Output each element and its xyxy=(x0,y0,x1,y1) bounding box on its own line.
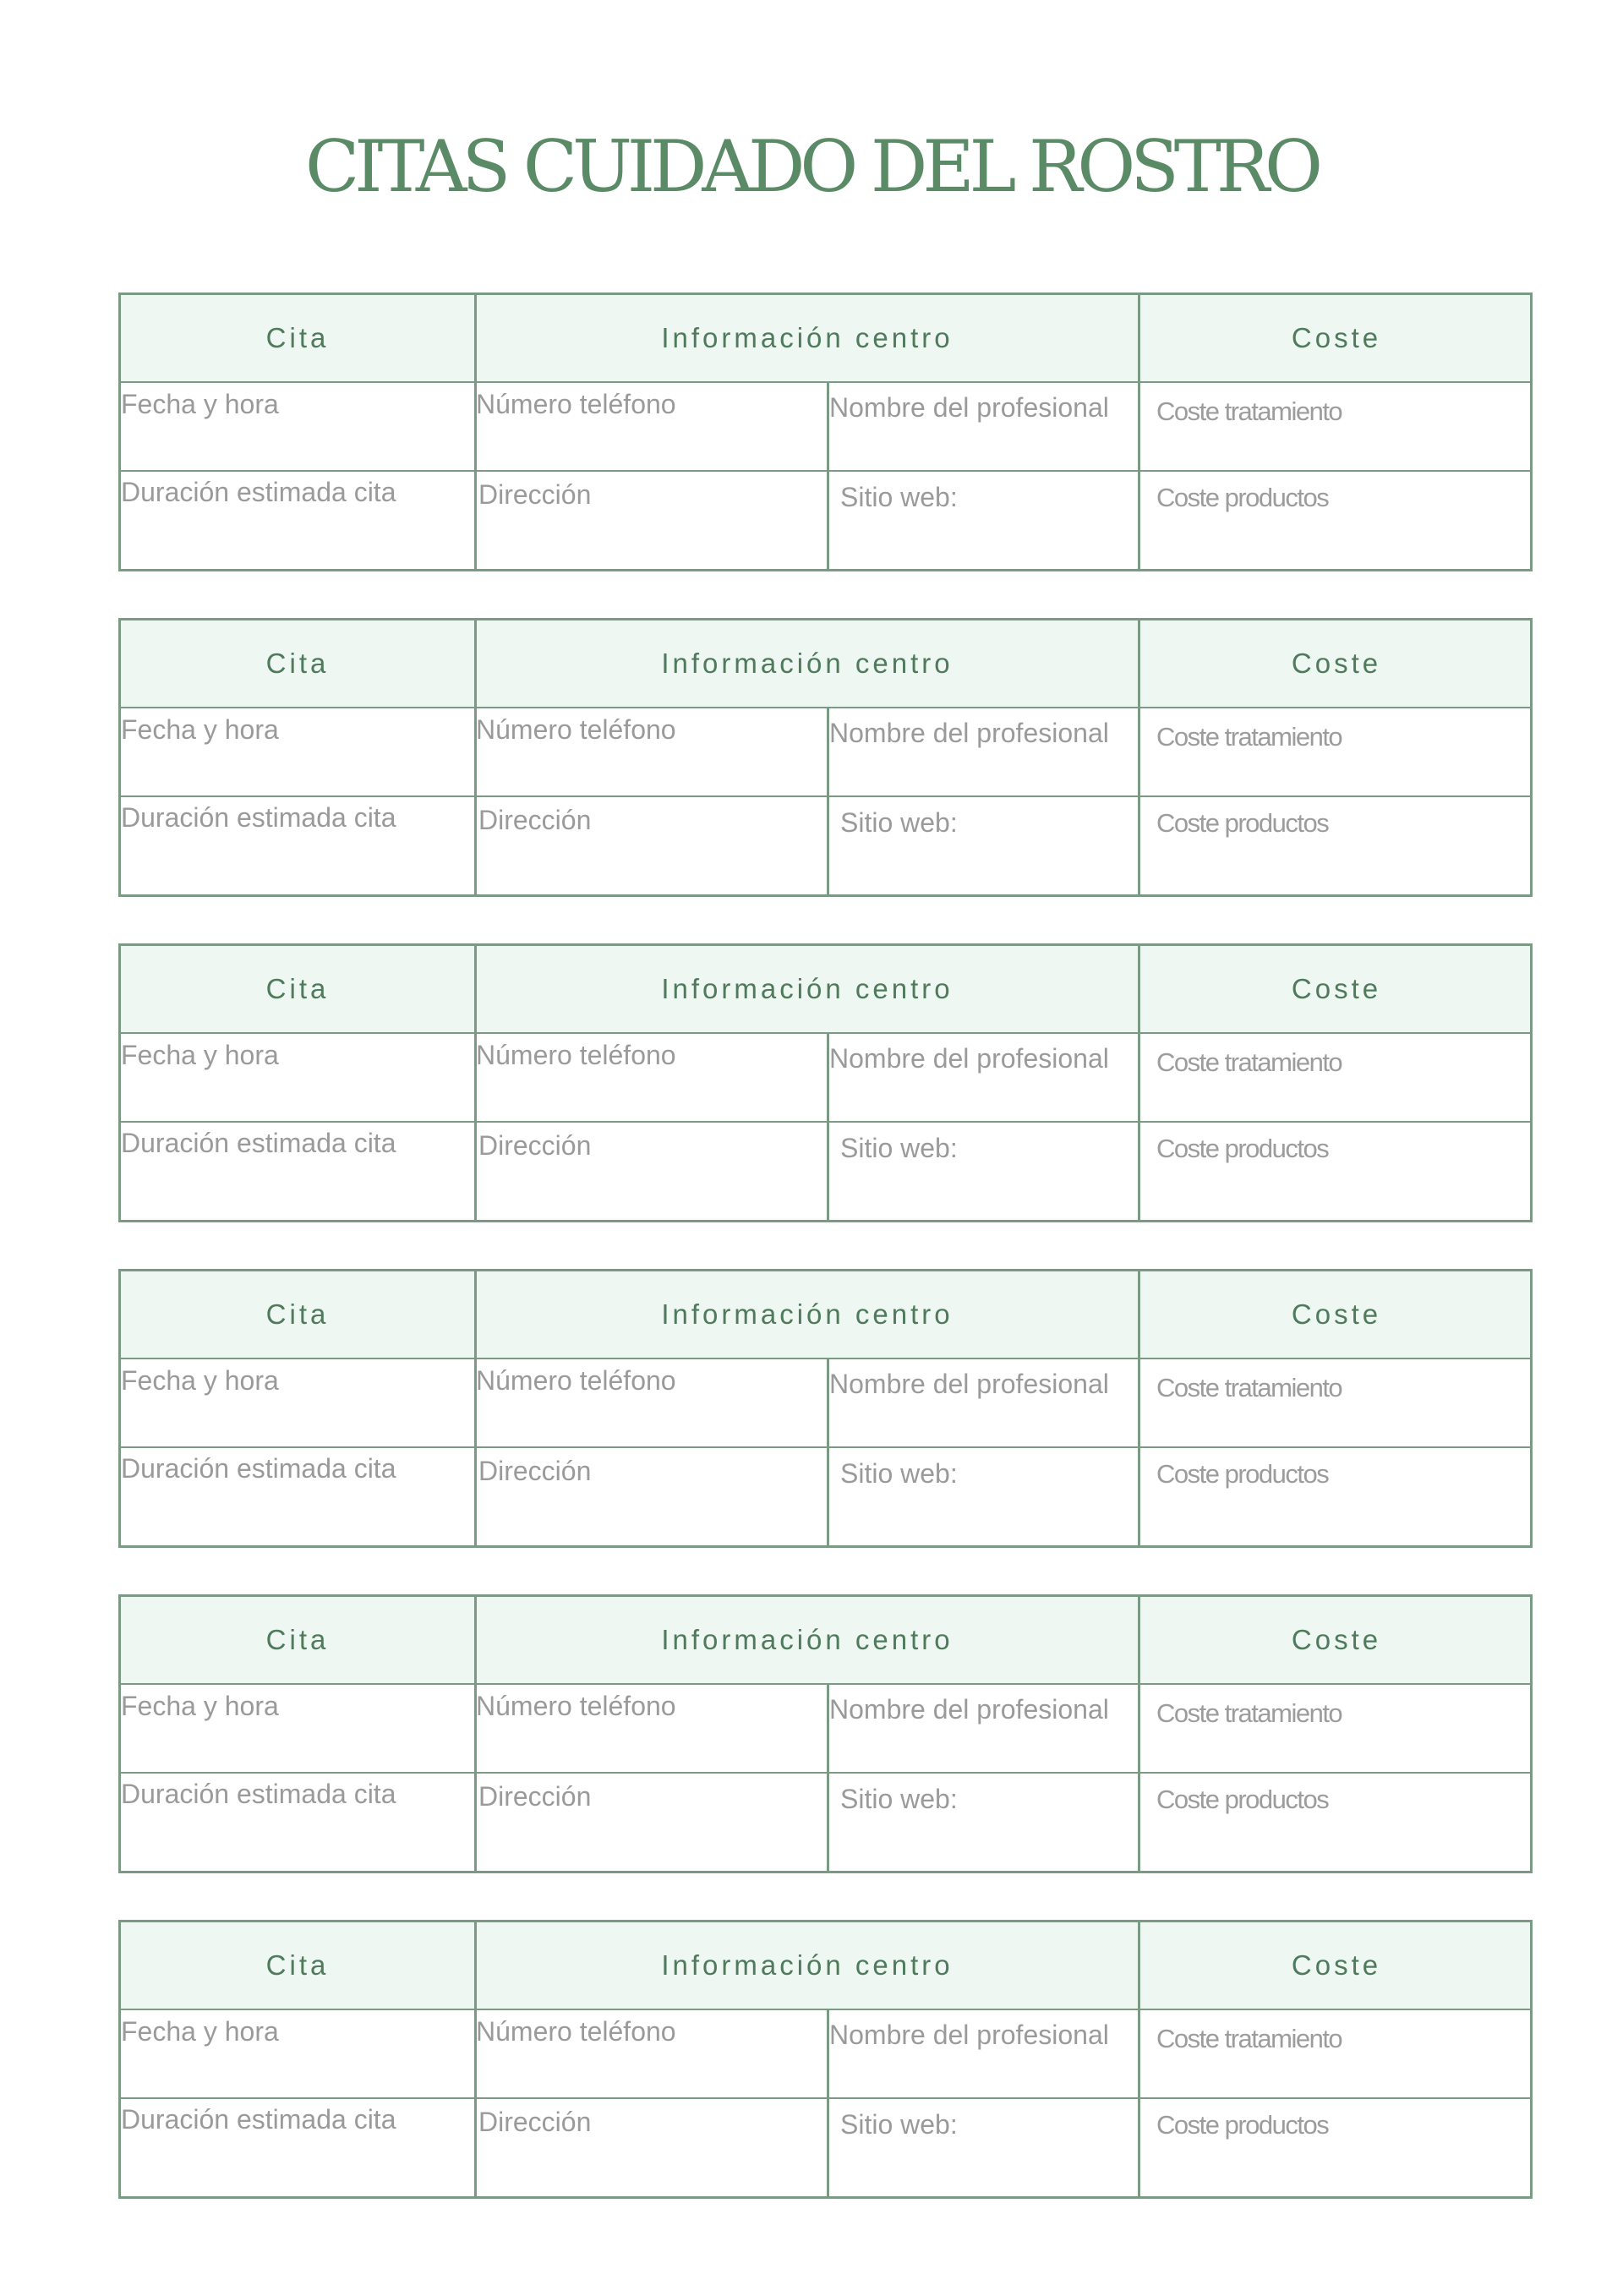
field-direccion[interactable]: Dirección xyxy=(478,2107,592,2137)
field-fecha-hora[interactable]: Fecha y hora xyxy=(121,1691,279,1721)
appointment-card xyxy=(118,1594,1533,1873)
divider-row xyxy=(121,795,1530,797)
divider-row xyxy=(121,1121,1530,1123)
field-sitio-web[interactable]: Sitio web: xyxy=(840,1784,958,1814)
field-coste-tratamiento[interactable]: Coste tratamiento xyxy=(1156,1047,1342,1077)
divider-row xyxy=(121,1772,1530,1774)
divider-row xyxy=(121,2097,1530,2099)
header-cita: Cita xyxy=(265,648,330,679)
divider-row xyxy=(121,470,1530,472)
field-direccion[interactable]: Dirección xyxy=(478,805,592,835)
field-numero-telefono[interactable]: Número teléfono xyxy=(476,714,676,745)
field-coste-tratamiento[interactable]: Coste tratamiento xyxy=(1156,1698,1342,1728)
field-direccion[interactable]: Dirección xyxy=(478,479,592,510)
divider-header xyxy=(121,2009,1530,2010)
field-nombre-profesional[interactable]: Nombre del profesional xyxy=(829,1369,1109,1399)
field-duracion-estimada[interactable]: Duración estimada cita xyxy=(121,2104,396,2135)
field-direccion[interactable]: Dirección xyxy=(478,1781,592,1812)
header-cita: Cita xyxy=(265,1624,330,1655)
field-coste-productos[interactable]: Coste productos xyxy=(1156,1785,1329,1814)
header-cita: Cita xyxy=(265,1298,330,1330)
header-informacion-centro: Información centro xyxy=(661,1624,954,1655)
header-informacion-centro: Información centro xyxy=(661,648,954,679)
field-numero-telefono[interactable]: Número teléfono xyxy=(476,1040,676,1070)
field-duracion-estimada[interactable]: Duración estimada cita xyxy=(121,477,396,507)
field-coste-productos[interactable]: Coste productos xyxy=(1156,2110,1329,2140)
appointment-card xyxy=(118,1269,1533,1548)
field-fecha-hora[interactable]: Fecha y hora xyxy=(121,1040,279,1070)
field-coste-productos[interactable]: Coste productos xyxy=(1156,1459,1329,1489)
field-numero-telefono[interactable]: Número teléfono xyxy=(476,2016,676,2047)
field-numero-telefono[interactable]: Número teléfono xyxy=(476,1691,676,1721)
header-cita: Cita xyxy=(265,1949,330,1981)
divider-row xyxy=(121,1446,1530,1448)
field-fecha-hora[interactable]: Fecha y hora xyxy=(121,1365,279,1396)
field-coste-tratamiento[interactable]: Coste tratamiento xyxy=(1156,396,1342,426)
header-coste: Coste xyxy=(1291,1298,1382,1330)
field-coste-productos[interactable]: Coste productos xyxy=(1156,808,1329,838)
field-direccion[interactable]: Dirección xyxy=(478,1456,592,1486)
field-coste-tratamiento[interactable]: Coste tratamiento xyxy=(1156,722,1342,752)
header-coste: Coste xyxy=(1291,1949,1382,1981)
field-sitio-web[interactable]: Sitio web: xyxy=(840,1133,958,1163)
appointment-card xyxy=(118,1920,1533,2199)
field-fecha-hora[interactable]: Fecha y hora xyxy=(121,714,279,745)
field-numero-telefono[interactable]: Número teléfono xyxy=(476,389,676,419)
field-duracion-estimada[interactable]: Duración estimada cita xyxy=(121,1453,396,1484)
field-duracion-estimada[interactable]: Duración estimada cita xyxy=(121,802,396,833)
header-informacion-centro: Información centro xyxy=(661,973,954,1004)
field-sitio-web[interactable]: Sitio web: xyxy=(840,1458,958,1489)
divider-header xyxy=(121,1358,1530,1359)
header-coste: Coste xyxy=(1291,973,1382,1004)
field-duracion-estimada[interactable]: Duración estimada cita xyxy=(121,1779,396,1809)
field-nombre-profesional[interactable]: Nombre del profesional xyxy=(829,1694,1109,1725)
page-title: CITAS CUIDADO DEL ROSTRO xyxy=(305,125,1318,208)
field-nombre-profesional[interactable]: Nombre del profesional xyxy=(829,392,1109,423)
field-nombre-profesional[interactable]: Nombre del profesional xyxy=(829,1043,1109,1074)
appointment-card xyxy=(118,292,1533,571)
header-coste: Coste xyxy=(1291,322,1382,353)
field-numero-telefono[interactable]: Número teléfono xyxy=(476,1365,676,1396)
field-coste-productos[interactable]: Coste productos xyxy=(1156,483,1329,512)
header-cita: Cita xyxy=(265,973,330,1004)
field-direccion[interactable]: Dirección xyxy=(478,1130,592,1161)
header-coste: Coste xyxy=(1291,1624,1382,1655)
header-informacion-centro: Información centro xyxy=(661,322,954,353)
header-informacion-centro: Información centro xyxy=(661,1949,954,1981)
divider-header xyxy=(121,381,1530,383)
field-coste-tratamiento[interactable]: Coste tratamiento xyxy=(1156,1373,1342,1402)
field-fecha-hora[interactable]: Fecha y hora xyxy=(121,389,279,419)
header-informacion-centro: Información centro xyxy=(661,1298,954,1330)
field-coste-tratamiento[interactable]: Coste tratamiento xyxy=(1156,2024,1342,2053)
field-sitio-web[interactable]: Sitio web: xyxy=(840,2109,958,2140)
field-nombre-profesional[interactable]: Nombre del profesional xyxy=(829,2020,1109,2050)
field-sitio-web[interactable]: Sitio web: xyxy=(840,807,958,838)
divider-header xyxy=(121,707,1530,708)
field-sitio-web[interactable]: Sitio web: xyxy=(840,482,958,512)
field-nombre-profesional[interactable]: Nombre del profesional xyxy=(829,718,1109,748)
field-coste-productos[interactable]: Coste productos xyxy=(1156,1134,1329,1163)
field-fecha-hora[interactable]: Fecha y hora xyxy=(121,2016,279,2047)
divider-header xyxy=(121,1683,1530,1685)
header-cita: Cita xyxy=(265,322,330,353)
field-duracion-estimada[interactable]: Duración estimada cita xyxy=(121,1128,396,1158)
appointment-card xyxy=(118,618,1533,897)
appointment-card xyxy=(118,943,1533,1222)
divider-header xyxy=(121,1032,1530,1034)
header-coste: Coste xyxy=(1291,648,1382,679)
